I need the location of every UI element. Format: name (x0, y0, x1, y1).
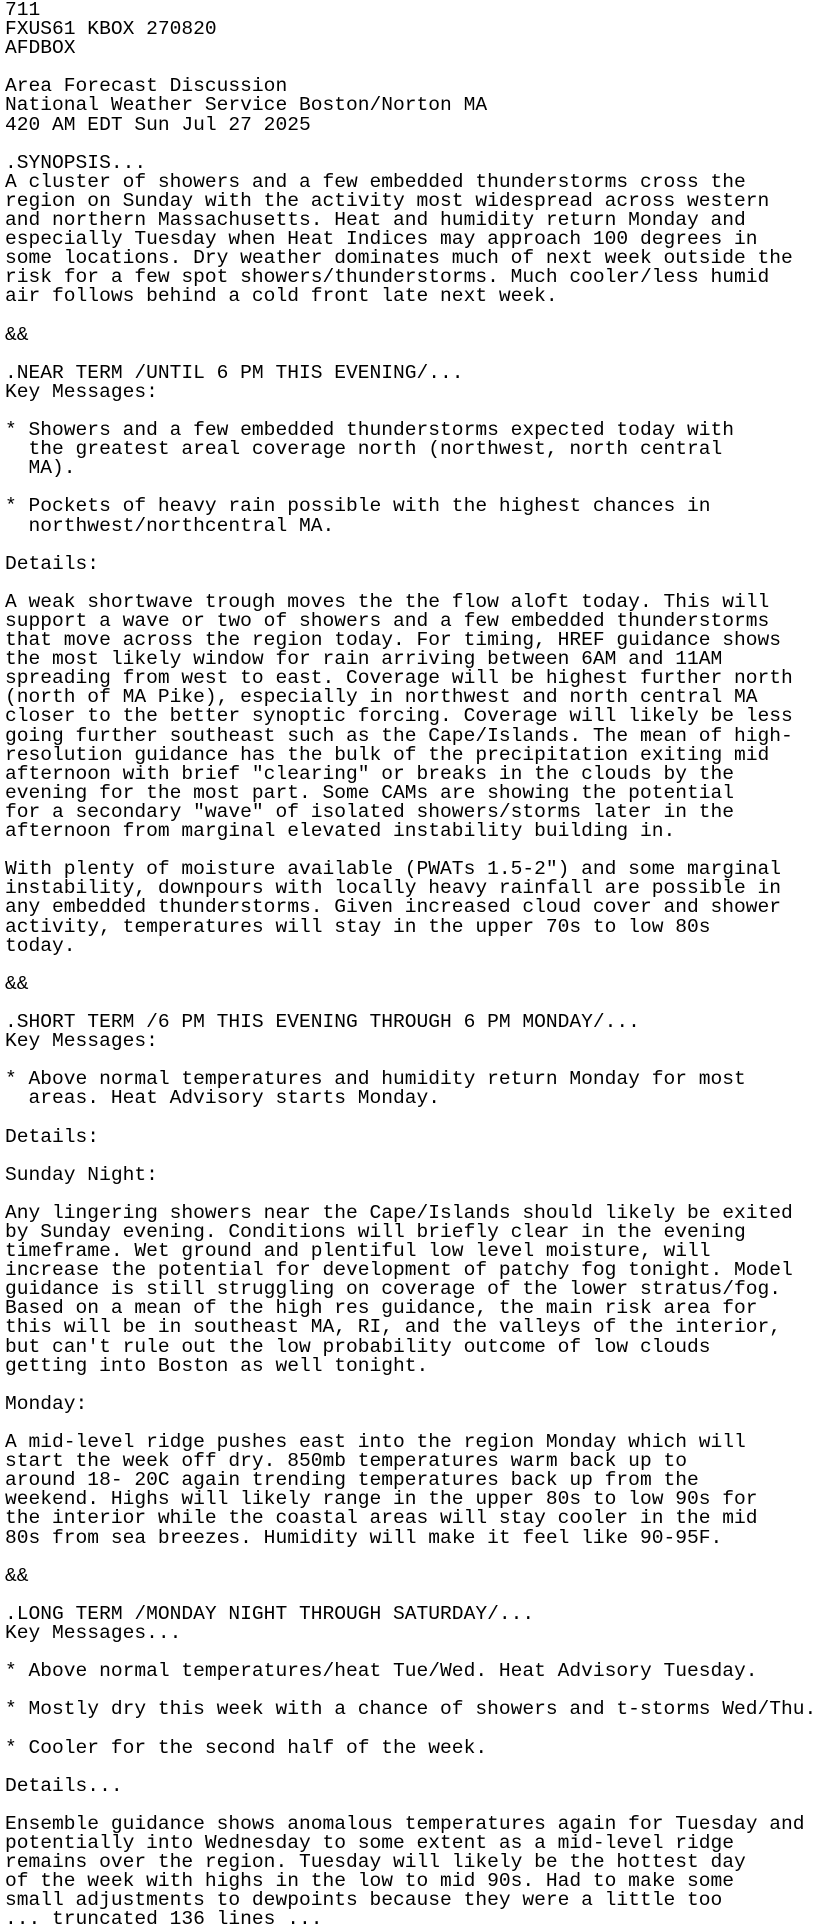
text-line: afternoon from marginal elevated instability building in. (5, 820, 676, 843)
forecast-discussion-text (5, 1, 816, 1929)
text-line: of the week with highs in the low to mid 90s. Had to make some (5, 1870, 735, 1893)
text-line: Key Messages... (5, 1621, 182, 1644)
text-line: Details: (5, 1125, 100, 1148)
text-line: * Above normal temperatures and humidity return Monday for most (5, 1068, 746, 1091)
text-line: .SHORT TERM /6 PM THIS EVENING THROUGH 6 PM MONDAY/... (5, 1010, 640, 1033)
text-line: remains over the region. Tuesday will likely be the hottest day (5, 1851, 746, 1874)
text-line: * Above normal temperatures/heat Tue/Wed. Heat Advisory Tuesday. (5, 1660, 758, 1683)
text-line: .SYNOPSIS... (5, 151, 147, 174)
text-line: Based on a mean of the high res guidance, the main risk area for (5, 1297, 758, 1320)
text-line: for a secondary "wave" of isolated showers/storms later in the (5, 800, 735, 823)
text-line: this will be in southeast MA, RI, and the valleys of the interior, (5, 1316, 782, 1339)
text-line: around 18- 20C again trending temperatures back up from the (5, 1469, 699, 1492)
text-line: Ensemble guidance shows anomalous temperatures again for Tuesday and (5, 1812, 805, 1835)
text-line: * Mostly dry this week with a chance of showers and t-storms Wed/Thu. (5, 1698, 817, 1721)
text-line: spreading from west to east. Coverage will be highest further north (5, 667, 793, 690)
text-line: With plenty of moisture available (PWATs 1.5-2") and some marginal (5, 858, 782, 881)
text-line: afternoon with brief "clearing" or breaks in the clouds by the (5, 762, 735, 785)
text-line: FXUS61 KBOX 270820 (5, 18, 217, 41)
text-line: weekend. Highs will likely range in the upper 80s to low 90s for (5, 1488, 758, 1511)
text-line: northwest/northcentral MA. (5, 514, 335, 537)
text-line: instability, downpours with locally heavy rainfall are possible in (5, 877, 782, 900)
text-line: by Sunday evening. Conditions will briefly clear in the evening (5, 1221, 746, 1243)
text-line: * Showers and a few embedded thunderstorms expected today with (5, 419, 735, 442)
text-line: increase the potential for development of patchy fog tonight. Model (5, 1259, 793, 1282)
text-line: ... truncated 136 lines ... (5, 1908, 323, 1930)
text-line: A mid-level ridge pushes east into the region Monday which will (5, 1431, 746, 1454)
text-line: risk for a few spot showers/thunderstorms. Much cooler/less humid (5, 266, 770, 289)
text-line: 711 (5, 0, 41, 21)
text-line: Key Messages: (5, 1030, 158, 1053)
text-line: the most likely window for rain arriving between 6AM and 11AM (5, 648, 723, 671)
text-line: but can't rule out the low probability outcome of low clouds (5, 1335, 711, 1358)
text-line: the interior while the coastal areas will stay cooler in the mid (5, 1507, 758, 1530)
text-line: timeframe. Wet ground and plentiful low level moisture, will (5, 1240, 711, 1263)
text-line: start the week off dry. 850mb temperatures warm back up to (5, 1450, 687, 1473)
text-line: 420 AM EDT Sun Jul 27 2025 (5, 113, 311, 136)
text-line: * Cooler for the second half of the week. (5, 1736, 488, 1759)
text-line: and northern Massachusetts. Heat and humidity return Monday and (5, 209, 746, 232)
text-line: some locations. Dry weather dominates much of next week outside the (5, 247, 793, 270)
text-line: (north of MA Pike), especially in northwest and north central MA (5, 686, 758, 709)
text-line: evening for the most part. Some CAMs are showing the potential (5, 781, 735, 804)
text-line: && (5, 323, 29, 346)
text-line: today. (5, 934, 76, 957)
text-line: Any lingering showers near the Cape/Islands should likely be exited (5, 1201, 793, 1224)
text-line: that move across the region today. For timing, HREF guidance shows (5, 629, 782, 652)
text-line: && (5, 1564, 29, 1587)
text-line: activity, temperatures will stay in the upper 70s to low 80s (5, 915, 711, 938)
text-line: && (5, 972, 29, 995)
text-line: air follows behind a cold front late next week. (5, 285, 558, 308)
text-line: Details: (5, 552, 100, 575)
text-line: guidance is still struggling on coverage of the lower stratus/fog. (5, 1278, 782, 1301)
text-line: getting into Boston as well tonight. (5, 1354, 429, 1377)
text-line: AFDBOX (5, 37, 76, 60)
text-line: Area Forecast Discussion (5, 75, 288, 98)
text-line: areas. Heat Advisory starts Monday. (5, 1087, 441, 1110)
text-line: going further southeast such as the Cape/Islands. The mean of high- (5, 724, 793, 747)
text-line: 80s from sea breezes. Humidity will make it feel like 90-95F. (5, 1526, 723, 1549)
text-line: A weak shortwave trough moves the the flow aloft today. This will (5, 590, 770, 613)
text-line: especially Tuesday when Heat Indices may approach 100 degrees in (5, 228, 758, 251)
text-line: * Pockets of heavy rain possible with the highest chances in (5, 495, 711, 518)
text-line: A cluster of showers and a few embedded thunderstorms cross the (5, 170, 746, 193)
text-line: MA). (5, 457, 76, 480)
text-line: support a wave or two of showers and a few embedded thunderstorms (5, 610, 770, 632)
text-line: .LONG TERM /MONDAY NIGHT THROUGH SATURDAY/... (5, 1602, 535, 1625)
text-line: resolution guidance has the bulk of the precipitation exiting mid (5, 743, 770, 766)
text-line: .NEAR TERM /UNTIL 6 PM THIS EVENING/... (5, 361, 464, 384)
text-line: the greatest areal coverage north (northwest, north central (5, 438, 723, 461)
text-line: Monday: (5, 1392, 88, 1415)
text-line: Key Messages: (5, 380, 158, 403)
text-line: closer to the better synoptic forcing. Coverage will likely be less (5, 705, 793, 728)
text-line: Details... (5, 1774, 123, 1797)
text-line: potentially into Wednesday to some extent as a mid-level ridge (5, 1832, 735, 1854)
text-line: any embedded thunderstorms. Given increased cloud cover and shower (5, 896, 782, 919)
text-line: National Weather Service Boston/Norton MA (5, 94, 488, 117)
text-line: region on Sunday with the activity most widespread across western (5, 189, 770, 212)
text-line: Sunday Night: (5, 1163, 158, 1186)
text-line: small adjustments to dewpoints because they were a little too (5, 1889, 723, 1912)
